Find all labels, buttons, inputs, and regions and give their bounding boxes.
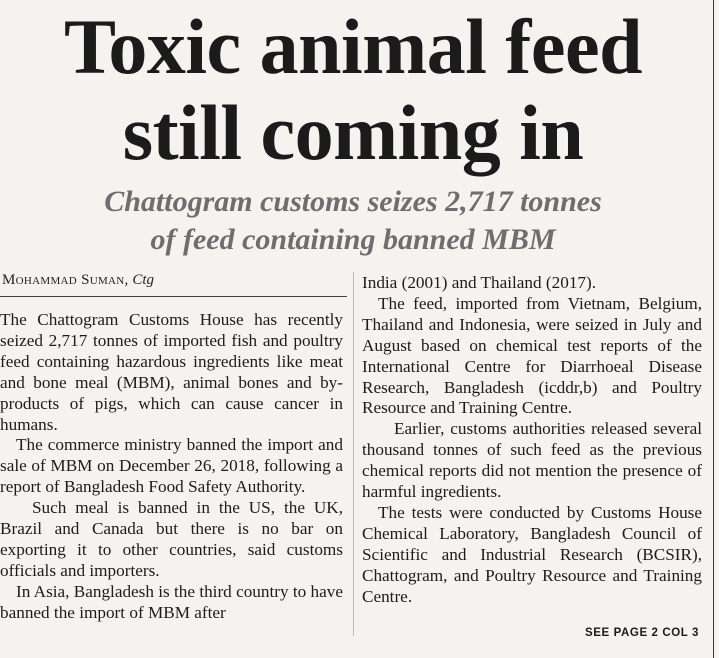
paragraph: The Chattogram Customs House has recently seized 2,717 tonnes of imported fish and poultry feed containing hazardous ingredients like meat and bone meal (MBM), animal bones and by-products of pigs, which can cause cancer in humans. — [0, 310, 343, 434]
page-edge-rule — [713, 0, 714, 658]
article-column-left — [0, 310, 343, 624]
headline-line: still coming in — [122, 89, 584, 176]
article-column-right — [362, 273, 702, 608]
paragraph: The feed, imported from Vietnam, Belgium, Thailand and Indonesia, were seized in July and August based on chemical test reports of the International Centre for Diarrhoeal Disease Research, Bangladesh (icddr,b) and Poultry Resource and Training Centre. — [362, 293, 702, 418]
paragraph: The commerce ministry banned the import and sale of MBM on December 26, 2018, following a report of Bangladesh Food Safety Authority. — [0, 435, 343, 497]
byline-divider — [0, 296, 347, 297]
byline-location: Ctg — [132, 272, 155, 288]
headline — [0, 4, 706, 176]
byline — [2, 272, 154, 289]
paragraph: India (2001) and Thailand (2017). — [362, 273, 597, 292]
paragraph: Earlier, customs authorities released several thousand tonnes of such feed as the previous chemical reports did not mention the presence of harmful ingredients. — [362, 419, 702, 502]
paragraph: In Asia, Bangladesh is the third country to have banned the import of MBM after — [0, 581, 343, 622]
paragraph: Such meal is banned in the US, the UK, Brazil and Canada but there is no bar on exporting it to other countries, said customs officials and importers. — [0, 498, 343, 580]
continued-on-jump-line[interactable]: SEE PAGE 2 COL 3 — [585, 627, 699, 639]
headline-line: Toxic animal feed — [64, 3, 642, 90]
column-divider — [353, 272, 354, 636]
byline-author: Mohammad Suman, — [2, 272, 129, 288]
subheadline-line: Chattogram customs seizes 2,717 tonnes — [104, 185, 602, 218]
paragraph: The tests were conducted by Customs House Chemical Laboratory, Bangladesh Council of Scientific and Industrial Research (BCSIR), Chattogram, and Poultry Resource and Training Centre. — [362, 502, 702, 606]
subheadline — [0, 183, 706, 259]
subheadline-line: of feed containing banned MBM — [150, 223, 556, 256]
